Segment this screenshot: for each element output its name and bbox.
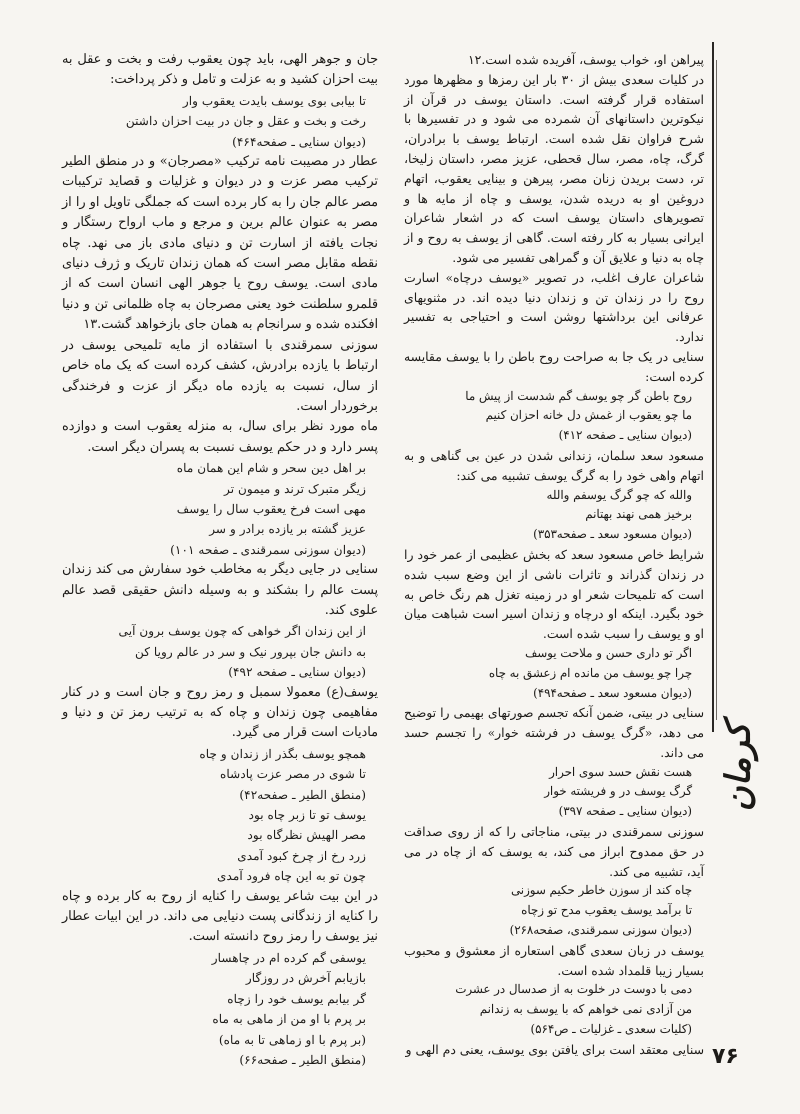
right-citation: (دیوان مسعود سعد ـ صفحه۴۹۴) [533,685,692,700]
left-paragraph: عطار در مصیبت نامه ترکیب «مصرجان» و در منطق الطیر ترکیب مصر عزت و در دیوان و غزلیات و قصاید ترکیبات مصر عالم جان را به کار برده است که جملگی تاویل او را از مصر به عنوان عالم برین و مرجع و ماب ارواح رستگار و نجات یافته از اسارت تن و دنیای مادی باز می نهد. چاه نقطه مقابل مصر است که همان زندان تاریک و ژرف دنیای مادی است. یوسف روح یا جوهر الهی انسان است که از قلمرو سلطنت خود یعنی مصرجان به چاه ظلمانی تن و دنیا افکنده شده و سرانجام به همان جای بازخواهد گشت.۱۳ [62,154,378,333]
right-paragraph: سنایی معتقد است برای یافتن بوی یوسف، یعنی دم الهی و [405,1041,704,1057]
right-verse-line: هست نقش حسد سوی احرار [549,764,692,779]
left-verse-line: از این زندان اگر خواهی که چون یوسف برون آیی [118,624,366,639]
right-citation: (دیوان مسعود سعد ـ صفحه۳۵۳) [533,527,692,542]
margin-rule [712,42,714,732]
left-citation: (منطق الطیر ـ صفحه۴۲) [239,787,366,802]
left-citation: (دیوان سنایی ـ صفحه۴۶۴) [232,134,366,149]
left-paragraph: جان و جوهر الهی، باید چون یعقوب رفت و بخت و عقل به بیت احزان کشید و به عزلت و تامل و ذکر پرداخت: [62,52,378,88]
left-citation: (دیوان سنایی ـ صفحه ۴۹۲) [228,665,366,680]
magazine-logo [708,712,768,822]
left-verse-line: عزیز گشته بر یازده برادر و سر [209,522,366,537]
left-paragraph: در این بیت شاعر یوسف را کنایه از روح به کار برده و چاه را کنایه از زندگانی پست دنیایی می داند. در این ابیات عطار نیز یوسف را رمز روح دانسته است. [62,888,378,945]
left-verse-line: به دانش جان بپرور نیک و سر در عالم رویا کن [134,644,366,659]
right-verse-line: دمی با دوست در خلوت به از صدسال در عشرت [455,982,692,997]
logo-text: کرمان [718,722,758,812]
right-verse-line: برخیز همی نهند بهتانم [585,507,692,522]
left-verse-line: چون تو به این چاه فرود آمدی [216,869,366,884]
right-citation: (دیوان سنایی ـ صفحه ۴۱۲) [558,428,692,443]
left-citation: (دیوان سوزنی سمرقندی ـ صفحه ۱۰۱) [170,542,366,557]
left-verse-line: مصر الهیش نظرگاه بود [247,828,366,843]
right-paragraph: در کلیات سعدی بیش از ۳۰ بار این رمزها و مظهرها مورد استفاده قرار گرفته است. داستان یوسف در قرآن از نیکوترین داستانهای آن شمرده می شود و در تفسیرها با شرح فراوان نقل شده است. ارتباط یوسف با برادران، گرگ، چاه، مصر، سال قحطی، عزیز مصر، داستان زلیخا، تر، دست بریدن زنان مصر، پیرهن و بینایی یعقوب، اتهام دروغین او به دریده شدن، یوسف و چاه از مایه ها و تصویرهای داستان یوسف است که در اشعار شاعران ایرانی بسیار به کار رفته است. گاهی از یوسف به روح و از چاه به دنیا و علایق آن و گمراهی تفسیر می شود. [404,71,704,265]
right-paragraph: سنایی در یک جا به صراحت روح باطن را با یوسف مقایسه کرده است: [404,348,704,384]
left-paragraph: یوسف(ع) معمولا سمبل و رمز روح و جان است و در کنار مفاهیمی چون زندان و چاه که به ترتیب رمز تن و دنیا و مادیات است قرار می گیرد. [62,684,378,741]
left-verse-line: یوسف تو تا زبر چاه بود [248,808,366,823]
left-verse-line: مهی است فرخ یعقوب سال را یوسف [176,501,366,516]
right-paragraph: مسعود سعد سلمان، زندانی شدن در عین بی گناهی و به اتهام واهی خود را به گرگ یوسف تشبیه می کند: [404,447,704,483]
left-paragraph: سنایی در جایی دیگر به مخاطب خود سفارش می کند زندان پست عالم را بشکند و به وسیله دانش حقیقی قصد عالم علوی کند. [62,562,378,618]
right-citation: (دیوان سنایی ـ صفحه ۳۹۷) [558,804,692,819]
left-citation: (بر پرم با او زماهی تا به ماه) [218,1032,366,1047]
right-paragraph: شاعران عارف اغلب، در تصویر «یوسف درچاه» اسارت روح را در زندان تن و زندان دنیا دیده اند. در مثنویهای عرفانی این برداشتها روشن است و احتیاجی به تفسیر ندارد. [404,269,704,345]
right-verse-line: گرگ یوسف در و فریشته خوار [544,784,692,799]
right-verse-line: ما چو یعقوب از غمش دل خانه احزان کنیم [485,408,692,423]
right-verse-line: والله که چو گرگ یوسفم والله [546,487,692,502]
left-verse-line: زیگر متبرک ترند و میمون تر [223,481,366,496]
left-verse-line: گر بیابم یوسف خود را زچاه [227,991,366,1006]
right-citation: (کلیات سعدی ـ غزلیات ـ ص۵۶۴) [530,1022,692,1037]
right-citation: (دیوان سوزنی سمرقندی، صفحه۲۶۸) [509,923,692,938]
left-verse-line: بازیابم آخرش در روزگار [245,971,366,986]
left-verse-line: همچو یوسف بگذر از زندان و چاه [199,746,366,761]
right-paragraph: شرایط خاص مسعود سعد که بخش عظیمی از عمر خود را در زندان گذراند و تاثرات ناشی از این وضع سبب شده است که تلمیحات شعر او در زمینه تغزل هم رنگ خاص به خود بگیرد. اینکه او درچاه و زندان اسیر است شباهت میان او و یوسف را سبب شده است. [404,546,704,642]
right-verse-line: روح باطن گر چو یوسف گم شدست از پیش ما [465,388,692,403]
right-paragraph: یوسف در زبان سعدی گاهی استعاره از معشوق و محبوب بسیار زیبا قلمداد شده است. [404,942,704,978]
right-verse-line: تا برآمد یوسف یعقوب مدح تو زچاه [521,903,692,918]
right-verse-line: چرا چو یوسف من مانده ام زعشق به چاه [488,665,692,680]
left-verse-line: یوسفی گم کرده ام در چاهسار [211,950,366,965]
text-column-right [404,50,704,1060]
left-verse-line: زرد رخ از چرخ کبود آمدی [237,848,366,863]
right-verse-line: من آزادی نمی خواهم که با یوسف به زندانم [479,1002,692,1017]
right-paragraph: پیراهن او، خواب یوسف، آفریده شده است.۱۲ [468,52,704,67]
page-number: ۷۶ [712,1044,739,1069]
right-paragraph: سوزنی سمرقندی در بیتی، مناجاتی را که از روی صداقت در حق ممدوح ابراز می کند، به یوسف که از چاه در می آید، تشبیه می کند. [404,824,704,879]
left-verse-line: تا شوی در مصر عزت پادشاه [220,767,366,782]
left-verse-line: بر اهل دین سحر و شام این همان ماه [176,461,366,476]
right-paragraph: سنایی در بیتی، ضمن آنکه تجسم صورتهای بهیمی را توضیح می دهد، «گرگ یوسف در فرشته خوار» را تجسم حسد می داند. [404,705,704,760]
left-citation: (منطق الطیر ـ صفحه۶۶) [239,1052,366,1067]
left-verse-line: رخت و بخت و عقل و جان در بیت احزان داشتن [125,114,366,129]
margin-rule-inner [716,60,717,720]
right-verse-line: چاه کند از سوزن خاطر حکیم سوزنی [510,883,692,898]
right-verse-line: اگر تو داری حسن و ملاحت یوسف [525,645,692,660]
left-paragraph: سوزنی سمرقندی با استفاده از مایه تلمیحی یوسف در ارتباط با یازده برادرش، کشف کرده است که یک ماه خاص از سال، نسبت به یازده ماه دیگر از عزت و فرخندگی برخوردار است. [62,337,378,414]
left-paragraph: ماه مورد نظر برای سال، به منزله یعقوب است و دوازده پسر دارد و در حکم یوسف نسبت به پسران دیگر است. [62,419,378,455]
text-column-left [62,50,378,1070]
left-verse-line: تا بیابی بوی یوسف بایدت یعقوب وار [182,93,366,108]
left-verse-line: بر پرم با او من از ماهی به ماه [212,1012,366,1027]
